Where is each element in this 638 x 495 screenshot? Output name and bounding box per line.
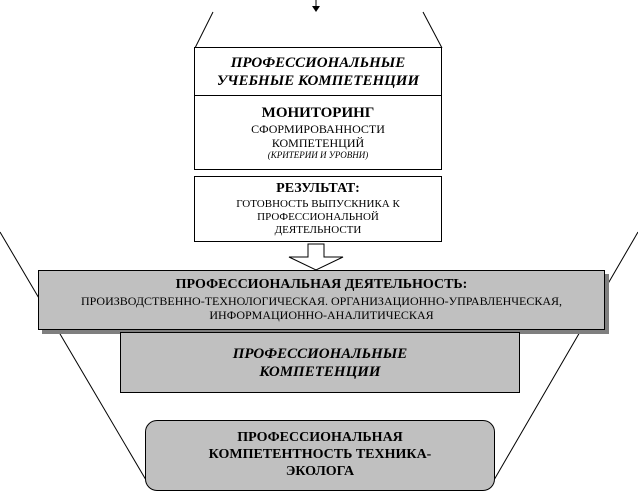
hollow-down-arrow: [289, 244, 343, 270]
top-arrow-head: [312, 6, 320, 12]
final-line-2: КОМПЕТЕНТНОСТЬ ТЕХНИКА-: [208, 447, 432, 463]
box-professional-competence-technician-ecologist: [145, 420, 495, 491]
upper-funnel-right-line: [423, 12, 442, 48]
box-professional-competencies: [120, 332, 520, 393]
upper-funnel-left-line: [195, 12, 213, 48]
final-line-3: ЭКОЛОГА: [285, 463, 355, 479]
box-professional-educational-competencies: [194, 47, 442, 96]
result-line-3: ДЕЯТЕЛЬНОСТИ: [274, 223, 362, 236]
box-professional-activity: [38, 270, 605, 330]
box-result: [194, 176, 442, 242]
monitoring-title: МОНИТОРИНГ: [261, 104, 375, 121]
result-title: РЕЗУЛЬТАТ:: [276, 180, 360, 196]
competencies-line-2: УЧЕБНЫЕ КОМПЕТЕНЦИИ: [216, 72, 420, 89]
prof-competencies-line-2: КОМПЕТЕНЦИИ: [259, 363, 381, 380]
final-line-1: ПРОФЕССИОНАЛЬНАЯ: [237, 430, 403, 446]
monitoring-line-1: СФОРМИРОВАННОСТИ: [251, 121, 385, 136]
result-line-2: ПРОФЕССИОНАЛЬНОЙ: [257, 210, 379, 223]
monitoring-line-2: КОМПЕТЕНЦИЙ: [271, 136, 365, 151]
prof-competencies-line-1: ПРОФЕССИОНАЛЬНЫЕ: [232, 345, 408, 362]
competencies-line-1: ПРОФЕССИОНАЛЬНЫЕ: [230, 54, 406, 71]
activity-title: ПРОФЕССИОНАЛЬНАЯ ДЕЯТЕЛЬНОСТЬ:: [175, 277, 468, 293]
activity-line-2: ИНФОРМАЦИОННО-АНАЛИТИЧЕСКАЯ: [209, 308, 434, 323]
monitoring-note: (КРИТЕРИИ И УРОВНИ): [267, 150, 369, 161]
result-line-1: ГОТОВНОСТЬ ВЫПУСКНИКА К: [236, 197, 400, 210]
box-monitoring: [194, 95, 442, 170]
activity-line-1: ПРОИЗВОДСТВЕННО-ТЕХНОЛОГИЧЕСКАЯ. ОРГАНИЗАЦИОННО-УПРАВЛЕНЧЕСКАЯ,: [80, 294, 563, 308]
